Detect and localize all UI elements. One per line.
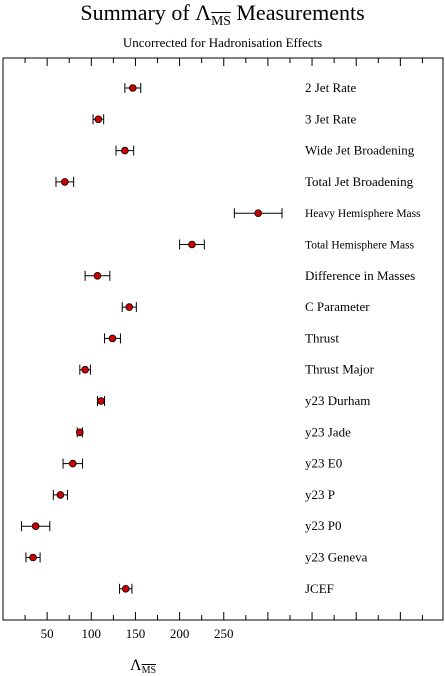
data-point [125,83,141,93]
data-point [180,240,205,250]
chart-title-subscript: MS [211,12,231,28]
point-marker [98,398,105,405]
data-point [234,208,282,218]
row-label: y23 Durham [305,393,371,408]
data-point [105,333,121,343]
data-point [26,553,40,563]
row-label: y23 P0 [305,518,342,534]
point-marker [122,585,129,592]
point-marker [57,492,64,499]
row-label: y23 E0 [305,455,343,471]
row-label: Total Hemisphere Mass [305,239,415,252]
row-label: C Parameter [305,299,370,315]
data-point [85,271,110,281]
data-point [80,365,91,375]
row-label: 3 Jet Rate [305,111,357,127]
row-label: Wide Jet Broadening [305,142,415,158]
data-point [120,584,132,594]
point-marker [109,335,116,342]
point-marker [95,116,102,123]
data-point [116,146,134,156]
x-axis-label [130,657,156,676]
row-label: 2 Jet Rate [305,80,357,95]
chart-subtitle: Uncorrected for Hadronisation Effects [122,35,323,50]
point-marker [121,147,128,154]
data-point [56,177,74,187]
row-label: Thrust [305,330,339,346]
data-point [63,459,82,469]
tick-label-group [41,626,234,641]
point-marker [94,272,101,279]
data-point [122,302,136,312]
point-marker [255,210,262,217]
row-label: y23 Jade [305,424,351,440]
row-label: Heavy Hemisphere Mass [305,208,421,221]
x-axis-label-main: Λ [130,657,142,674]
row-label: y23 Geneva [305,549,368,565]
x-tick-label: 250 [214,626,234,641]
data-point [93,114,104,124]
data-points [22,83,282,594]
x-tick-label: 150 [125,626,146,641]
data-point [97,396,104,406]
point-marker [30,554,37,561]
point-marker [61,179,68,186]
row-label: Total Jet Broadening [305,173,414,189]
x-axis-label-sub: MS [141,665,157,676]
point-marker [69,460,76,467]
data-point [22,521,50,531]
data-point [76,427,83,437]
row-labels [305,80,421,596]
point-marker [126,304,133,311]
row-label: JCEF [305,580,334,596]
row-label: Thrust Major [305,361,374,377]
chart-title-suffix: Measurements [230,0,365,25]
row-label: Difference in Masses [305,267,416,283]
x-tick-label: 200 [169,626,190,641]
point-marker [76,429,83,436]
point-marker [189,241,196,248]
chart-title-prefix: Summary of Λ [80,0,212,25]
point-marker [129,85,136,92]
point-marker [82,366,89,373]
x-tick-label: 50 [40,626,54,641]
x-tick-label: 100 [81,626,102,641]
row-label: y23 P [305,486,335,502]
point-marker [32,523,39,530]
data-point [53,490,67,500]
